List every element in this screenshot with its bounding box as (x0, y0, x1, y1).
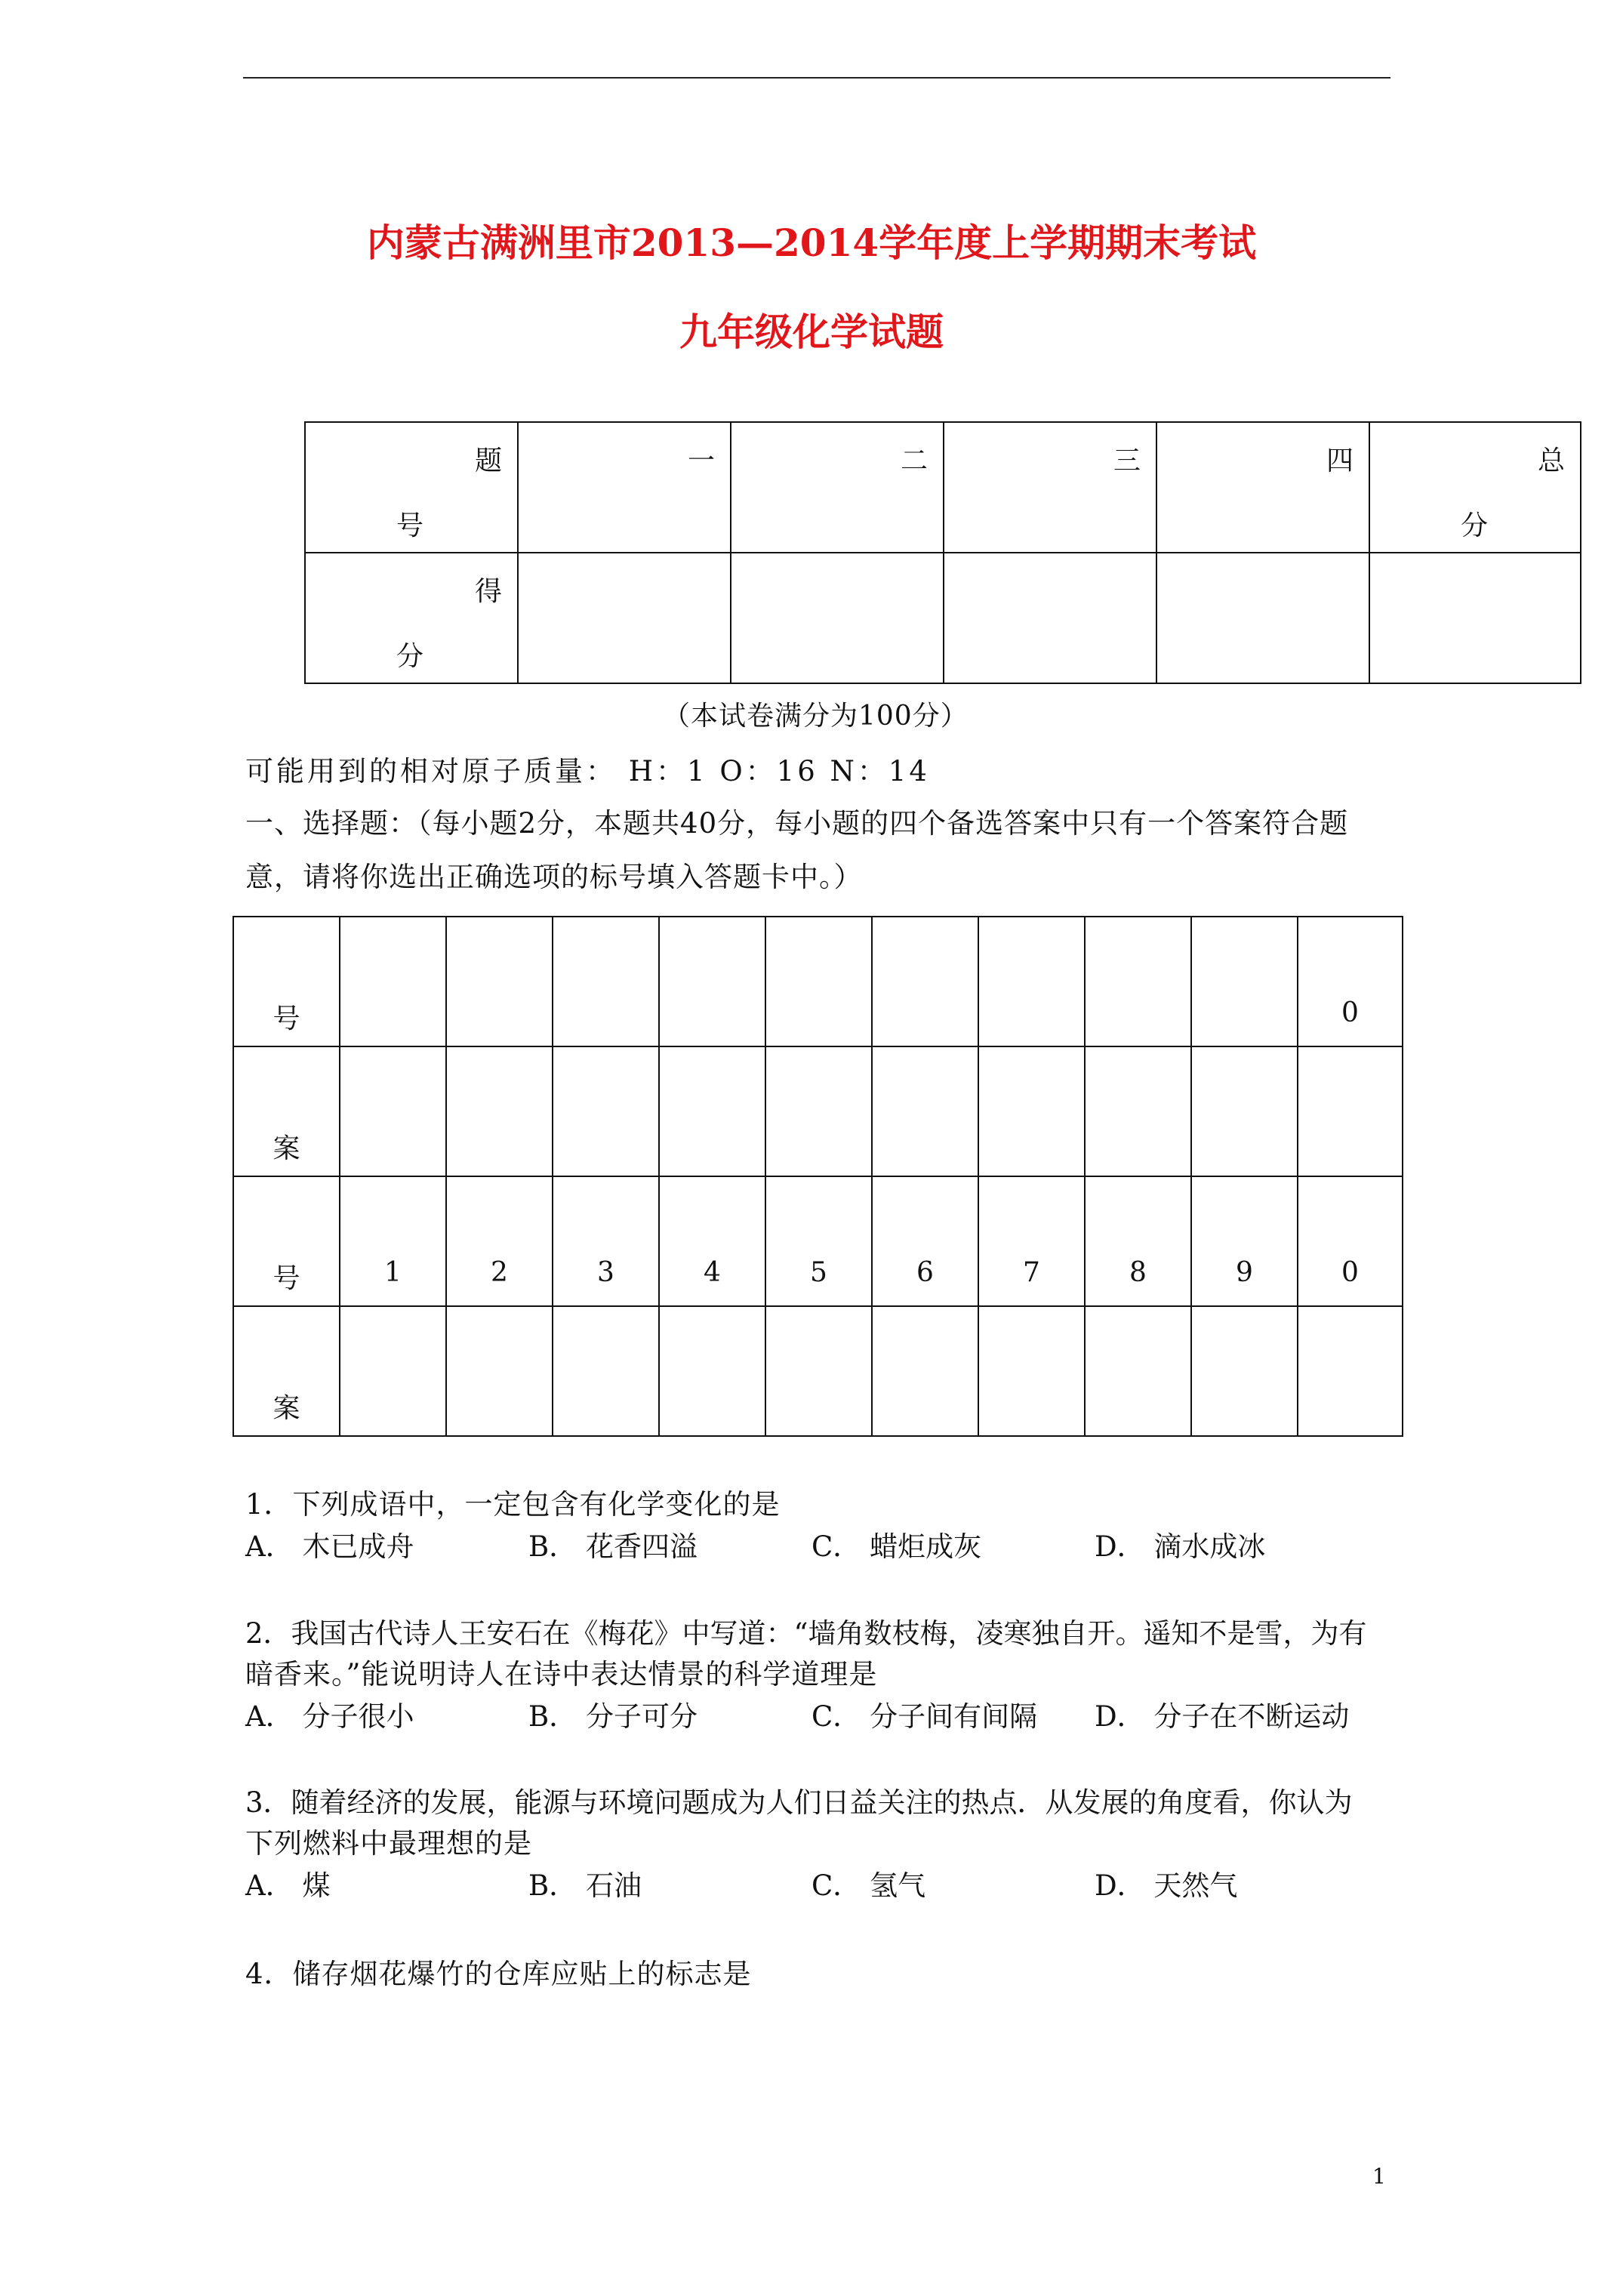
answer-input-cell[interactable] (446, 1046, 553, 1176)
question-1-option-a[interactable]: A． 木已成舟 (245, 1530, 414, 1563)
answer-row-label: 案 (233, 1306, 340, 1436)
answer-input-cell[interactable] (1298, 1046, 1403, 1176)
header-rule (243, 77, 1390, 79)
answer-row-label: 案 (233, 1046, 340, 1176)
score-cell-part-3 (944, 422, 1156, 553)
question-2-stem-line-1: 2．我国古代诗人王安石在《梅花》中写道：“墙角数枝梅，凌寒独自开。遥知不是雪，为有 (245, 1617, 1367, 1650)
score-input-total[interactable] (1369, 553, 1581, 683)
answer-input-cell[interactable] (978, 1306, 1085, 1436)
answer-input-row-1 (233, 1046, 1403, 1176)
score-value-row (305, 553, 1581, 683)
full-score-note: （本试卷满分为100分） (663, 701, 969, 732)
question-1-option-d[interactable]: D． 滴水成冰 (1095, 1530, 1266, 1563)
answer-input-cell[interactable] (340, 1046, 446, 1176)
answer-input-cell[interactable] (553, 1306, 659, 1436)
answer-input-cell[interactable] (872, 1046, 978, 1176)
score-label-part-2: 二 (900, 445, 928, 476)
score-label-part-1: 一 (687, 445, 715, 476)
score-cell-part-1 (518, 422, 731, 553)
score-cell-question-number (305, 422, 518, 553)
score-input-part-4[interactable] (1156, 553, 1369, 683)
exam-subtitle: 九年级化学试题 (679, 310, 944, 354)
answer-number-cell (340, 917, 446, 1046)
answer-input-cell[interactable] (1191, 1046, 1298, 1176)
question-3-stem-line-1: 3．随着经济的发展，能源与环境问题成为人们日益关注的热点．从发展的角度看，你认为 (245, 1786, 1353, 1819)
score-input-part-1[interactable] (518, 553, 731, 683)
answer-number-cell (553, 917, 659, 1046)
answer-input-cell[interactable] (340, 1306, 446, 1436)
answer-input-cell[interactable] (659, 1306, 765, 1436)
answer-input-cell[interactable] (1298, 1306, 1403, 1436)
question-2-option-c[interactable]: C． 分子间有间隔 (812, 1700, 1038, 1733)
question-2-option-b[interactable]: B． 分子可分 (528, 1700, 698, 1733)
question-3-option-b[interactable]: B． 石油 (528, 1869, 642, 1902)
question-3-option-c[interactable]: C． 氢气 (812, 1869, 926, 1902)
score-label-fen: 分 (1461, 510, 1489, 541)
section-1-instructions-line-2: 意，请将你选出正确选项的标号填入答题卡中。） (245, 861, 863, 893)
question-2-stem-line-2: 暗香来。”能说明诗人在诗中表达情景的科学道理是 (245, 1658, 878, 1690)
score-label-part-4: 四 (1326, 445, 1354, 476)
answer-input-cell[interactable] (1085, 1306, 1191, 1436)
answer-input-cell[interactable] (872, 1306, 978, 1436)
answer-number-cell (978, 917, 1085, 1046)
score-cell-total (1369, 422, 1581, 553)
atomic-mass-line: 可能用到的相对原子质量： H：1 O：16 N：14 (245, 755, 930, 787)
answer-number-row-1 (233, 917, 1403, 1046)
answer-input-cell[interactable] (1085, 1046, 1191, 1176)
answer-number-cell (446, 917, 553, 1046)
answer-input-row-2 (233, 1306, 1403, 1436)
score-label-fen-2: 分 (396, 641, 424, 672)
answer-input-cell[interactable] (978, 1046, 1085, 1176)
score-cell-part-2 (731, 422, 944, 553)
question-4-stem: 4．储存烟花爆竹的仓库应贴上的标志是 (245, 1958, 752, 1990)
answer-number-cell: 3 (553, 1176, 659, 1306)
answer-number-cell: 0 (1298, 1176, 1403, 1306)
score-label-ti: 题 (474, 445, 502, 476)
page-number: 1 (1372, 2164, 1386, 2189)
answer-row-label: 号 (233, 917, 340, 1046)
answer-number-row-2 (233, 1176, 1403, 1306)
answer-number-cell: 7 (978, 1176, 1085, 1306)
score-table (304, 421, 1581, 684)
score-label-zong: 总 (1537, 445, 1565, 476)
answer-number-cell (765, 917, 872, 1046)
question-3-stem-line-2: 下列燃料中最理想的是 (245, 1827, 532, 1860)
answer-number-cell: 5 (765, 1176, 872, 1306)
answer-number-cell: 1 (340, 1176, 446, 1306)
question-3-option-d[interactable]: D． 天然气 (1095, 1869, 1238, 1902)
score-cell-part-4 (1156, 422, 1369, 553)
answer-table (233, 916, 1403, 1437)
score-label-hao: 号 (396, 510, 424, 541)
answer-number-cell: 2 (446, 1176, 553, 1306)
score-label-part-3: 三 (1113, 445, 1141, 476)
score-header-row (305, 422, 1581, 553)
question-1-stem: 1．下列成语中，一定包含有化学变化的是 (245, 1488, 781, 1521)
answer-row-label: 号 (233, 1176, 340, 1306)
question-1-option-c[interactable]: C． 蜡炬成灰 (812, 1530, 982, 1563)
score-input-part-3[interactable] (944, 553, 1156, 683)
answer-number-cell (659, 917, 765, 1046)
question-2-option-a[interactable]: A． 分子很小 (245, 1700, 414, 1733)
score-label-de: 得 (474, 576, 502, 607)
question-3-option-a[interactable]: A． 煤 (245, 1869, 331, 1902)
question-2-option-d[interactable]: D． 分子在不断运动 (1095, 1700, 1350, 1733)
score-input-part-2[interactable] (731, 553, 944, 683)
answer-number-cell: 8 (1085, 1176, 1191, 1306)
answer-number-cell (1191, 917, 1298, 1046)
answer-input-cell[interactable] (765, 1046, 872, 1176)
section-1-instructions-line-1: 一、选择题：（每小题2分，本题共40分，每小题的四个备选答案中只有一个答案符合题 (245, 807, 1349, 840)
answer-input-cell[interactable] (553, 1046, 659, 1176)
answer-number-cell (1085, 917, 1191, 1046)
answer-number-cell: 9 (1191, 1176, 1298, 1306)
answer-input-cell[interactable] (659, 1046, 765, 1176)
answer-number-cell: 0 (1298, 917, 1403, 1046)
answer-input-cell[interactable] (1191, 1306, 1298, 1436)
exam-title: 内蒙古满洲里市2013—2014学年度上学期期末考试 (366, 220, 1257, 265)
question-1-option-b[interactable]: B． 花香四溢 (528, 1530, 698, 1563)
score-cell-score-label (305, 553, 518, 683)
answer-number-cell: 6 (872, 1176, 978, 1306)
answer-number-cell (872, 917, 978, 1046)
answer-number-cell: 4 (659, 1176, 765, 1306)
answer-input-cell[interactable] (765, 1306, 872, 1436)
answer-input-cell[interactable] (446, 1306, 553, 1436)
